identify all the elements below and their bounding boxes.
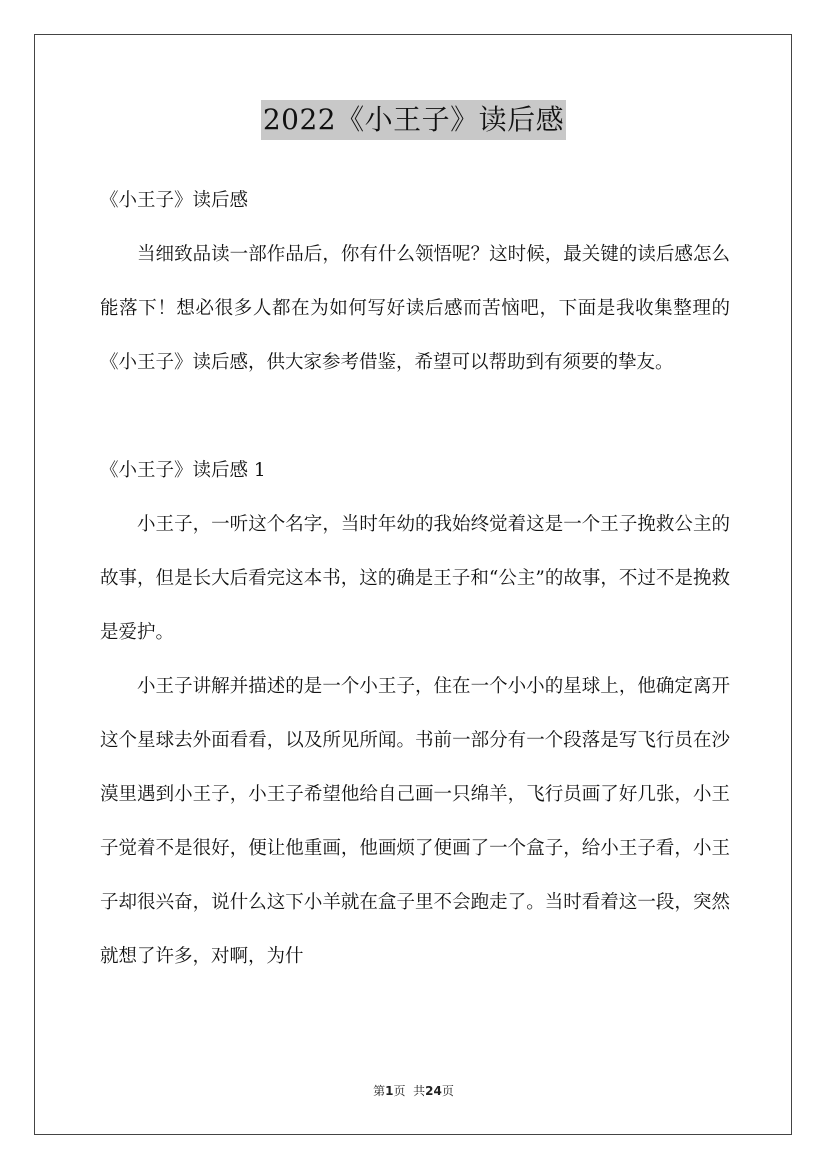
footer-page-suffix: 页 [441,1084,454,1098]
intro-paragraph: 当细致品读一部作品后，你有什么领悟呢？这时候，最关键的读后感怎么能落下！想必很多人都在为如何写好读后感而苦恼吧，下面是我收集整理的《小王子》读后感，供大家参考借鉴，希望可以帮助到有须要的挚友。 [100,244,730,373]
document-body [100,174,730,984]
section-spacer [100,390,730,444]
body-paragraph: 小王子讲解并描述的是一个小王子，住在一个小小的星球上，他确定离开这个星球去外面看看，以及所见所闻。书前一部分有一个段落是写飞行员在沙漠里遇到小王子，小王子希望他给自己画一只绵羊，飞行员画了好几张，小王子觉着不是很好，便让他重画，他画烦了便画了一个盒子，给小王子看，小王子却很兴奋，说什么这下小羊就在盒子里不会跑走了。当时看着这一段，突然就想了许多，对啊，为什 [100,676,730,967]
footer-page-mid: 页 共 [393,1084,426,1098]
intro-heading: 《小王子》读后感 [100,190,249,211]
footer-page-current: 1 [385,1084,394,1098]
section-heading: 《小王子》读后感 1 [100,460,266,481]
document-title-container [0,100,827,140]
footer-page-total: 24 [425,1084,442,1098]
page-footer [0,1082,827,1100]
footer-page-prefix: 第 [373,1084,386,1098]
document-title: 2022《小王子》读后感 [261,100,566,140]
body-paragraph: 小王子，一听这个名字，当时年幼的我始终觉着这是一个王子挽救公主的故事，但是长大后看完这本书，这的确是王子和“公主”的故事，不过不是挽救是爱护。 [100,514,730,643]
